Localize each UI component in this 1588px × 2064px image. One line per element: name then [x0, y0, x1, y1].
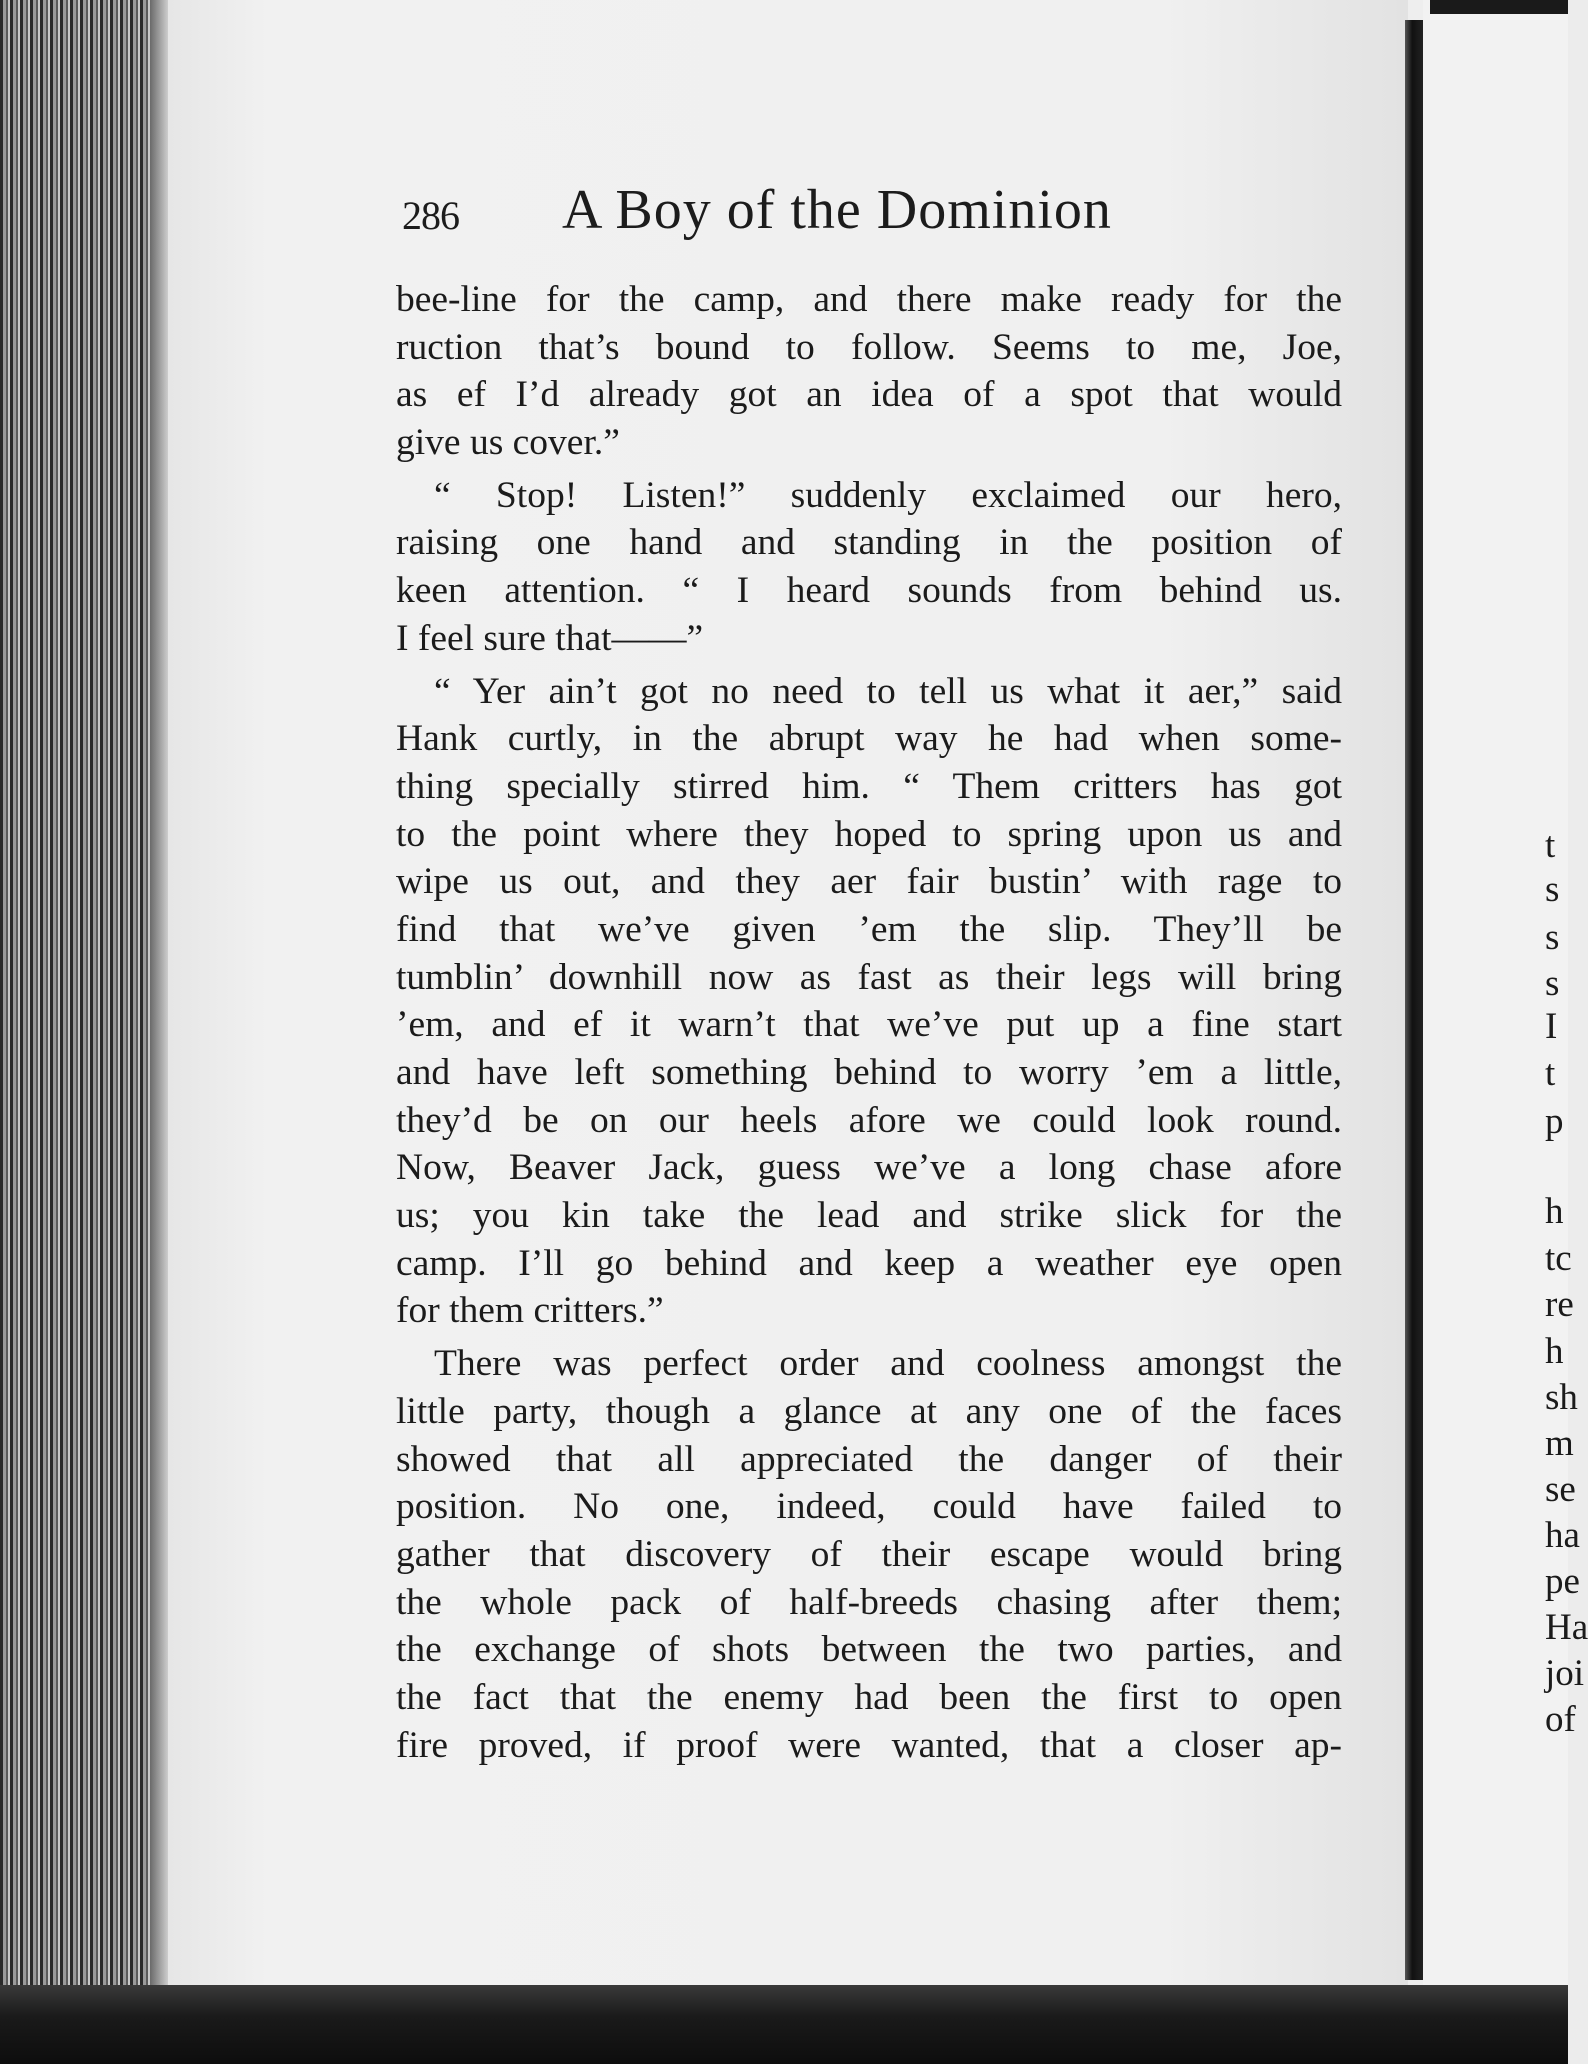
text-line: gather that discovery of their escape would bring — [396, 1533, 1342, 1575]
scan-border-bottom — [0, 1985, 1568, 2064]
text-line: thing specially stirred him. “ Them critters has got — [396, 765, 1342, 807]
text-line: raising one hand and standing in the position of — [396, 522, 1342, 564]
facing-fragment: m — [1545, 1423, 1574, 1464]
text-line: find that we’ve given ’em the slip. They’ll be — [396, 908, 1342, 950]
text-line: camp. I’ll go behind and keep a weather eye open — [396, 1242, 1342, 1284]
text-line: wipe us out, and they aer fair bustin’ with rage to — [396, 861, 1342, 903]
text-line: the whole pack of half-breeds chasing after them; — [396, 1581, 1342, 1623]
page-number: 286 — [402, 193, 459, 238]
facing-fragment: s — [1545, 963, 1560, 1004]
text-line: little party, though a glance at any one of the faces — [396, 1390, 1342, 1432]
scan-border-top — [1430, 0, 1568, 14]
facing-fragment: t — [1545, 825, 1556, 866]
text-line: bee-line for the camp, and there make ready for the — [396, 279, 1342, 320]
text-line: give us cover.” — [396, 422, 620, 464]
text-line: the fact that the enemy had been the first to open — [396, 1676, 1342, 1718]
facing-fragment: s — [1545, 917, 1560, 958]
facing-fragment: of — [1545, 1699, 1576, 1740]
text-line: and have left something behind to worry ’em a little, — [396, 1052, 1342, 1093]
text-line: fire proved, if proof were wanted, that a closer ap- — [396, 1724, 1342, 1766]
text-line: “ Stop! Listen!” suddenly exclaimed our hero, — [434, 474, 1342, 516]
text-line: showed that all appreciated the danger of their — [396, 1438, 1342, 1480]
text-line: Hank curtly, in the abrupt way he had when some- — [396, 718, 1342, 760]
text-line: tumblin’ downhill now as fast as their legs will bring — [396, 956, 1342, 998]
text-line: ruction that’s bound to follow. Seems to me, Joe, — [396, 326, 1342, 368]
text-line: to the point where they hoped to spring upon us and — [396, 813, 1342, 855]
text-line: “ Yer ain’t got no need to tell us what it aer,” said — [434, 670, 1342, 712]
text-line: ’em, and ef it warn’t that we’ve put up a fine start — [396, 1004, 1342, 1046]
facing-fragment: s — [1545, 869, 1560, 910]
facing-fragment: re — [1545, 1284, 1574, 1325]
facing-fragment: ha — [1545, 1515, 1580, 1556]
text-line: position. No one, indeed, could have failed to — [396, 1486, 1342, 1528]
text-line: they’d be on our heels afore we could look round. — [396, 1099, 1342, 1141]
text-line: as ef I’d already got an idea of a spot that would — [396, 374, 1342, 416]
facing-fragment: joi — [1545, 1653, 1585, 1694]
text-line: for them critters.” — [396, 1290, 664, 1332]
text-line: I feel sure that——” — [396, 617, 704, 659]
text-line: There was perfect order and coolness amongst the — [434, 1343, 1342, 1385]
book-page-edges — [0, 0, 170, 2000]
book-gutter — [1405, 20, 1423, 1980]
body-text — [396, 276, 1342, 1769]
facing-fragment: pe — [1545, 1561, 1580, 1602]
facing-fragment: p — [1545, 1101, 1564, 1142]
facing-fragment: h — [1545, 1191, 1564, 1232]
facing-fragment: t — [1545, 1053, 1556, 1094]
running-title: A Boy of the Dominion — [562, 179, 1112, 241]
facing-fragment: tc — [1545, 1238, 1572, 1279]
facing-fragment: sh — [1545, 1377, 1578, 1418]
text-line: us; you kin take the lead and strike slick for the — [396, 1195, 1342, 1237]
running-head — [402, 178, 1342, 248]
facing-fragment: I — [1545, 1006, 1558, 1047]
facing-fragment: h — [1545, 1331, 1564, 1372]
text-line: keen attention. “ I heard sounds from behind us. — [396, 570, 1342, 612]
text-line: Now, Beaver Jack, guess we’ve a long chase afore — [396, 1147, 1342, 1189]
text-line: the exchange of shots between the two parties, and — [396, 1629, 1342, 1671]
facing-fragment: Ha — [1545, 1607, 1588, 1648]
facing-fragment: se — [1545, 1469, 1576, 1510]
